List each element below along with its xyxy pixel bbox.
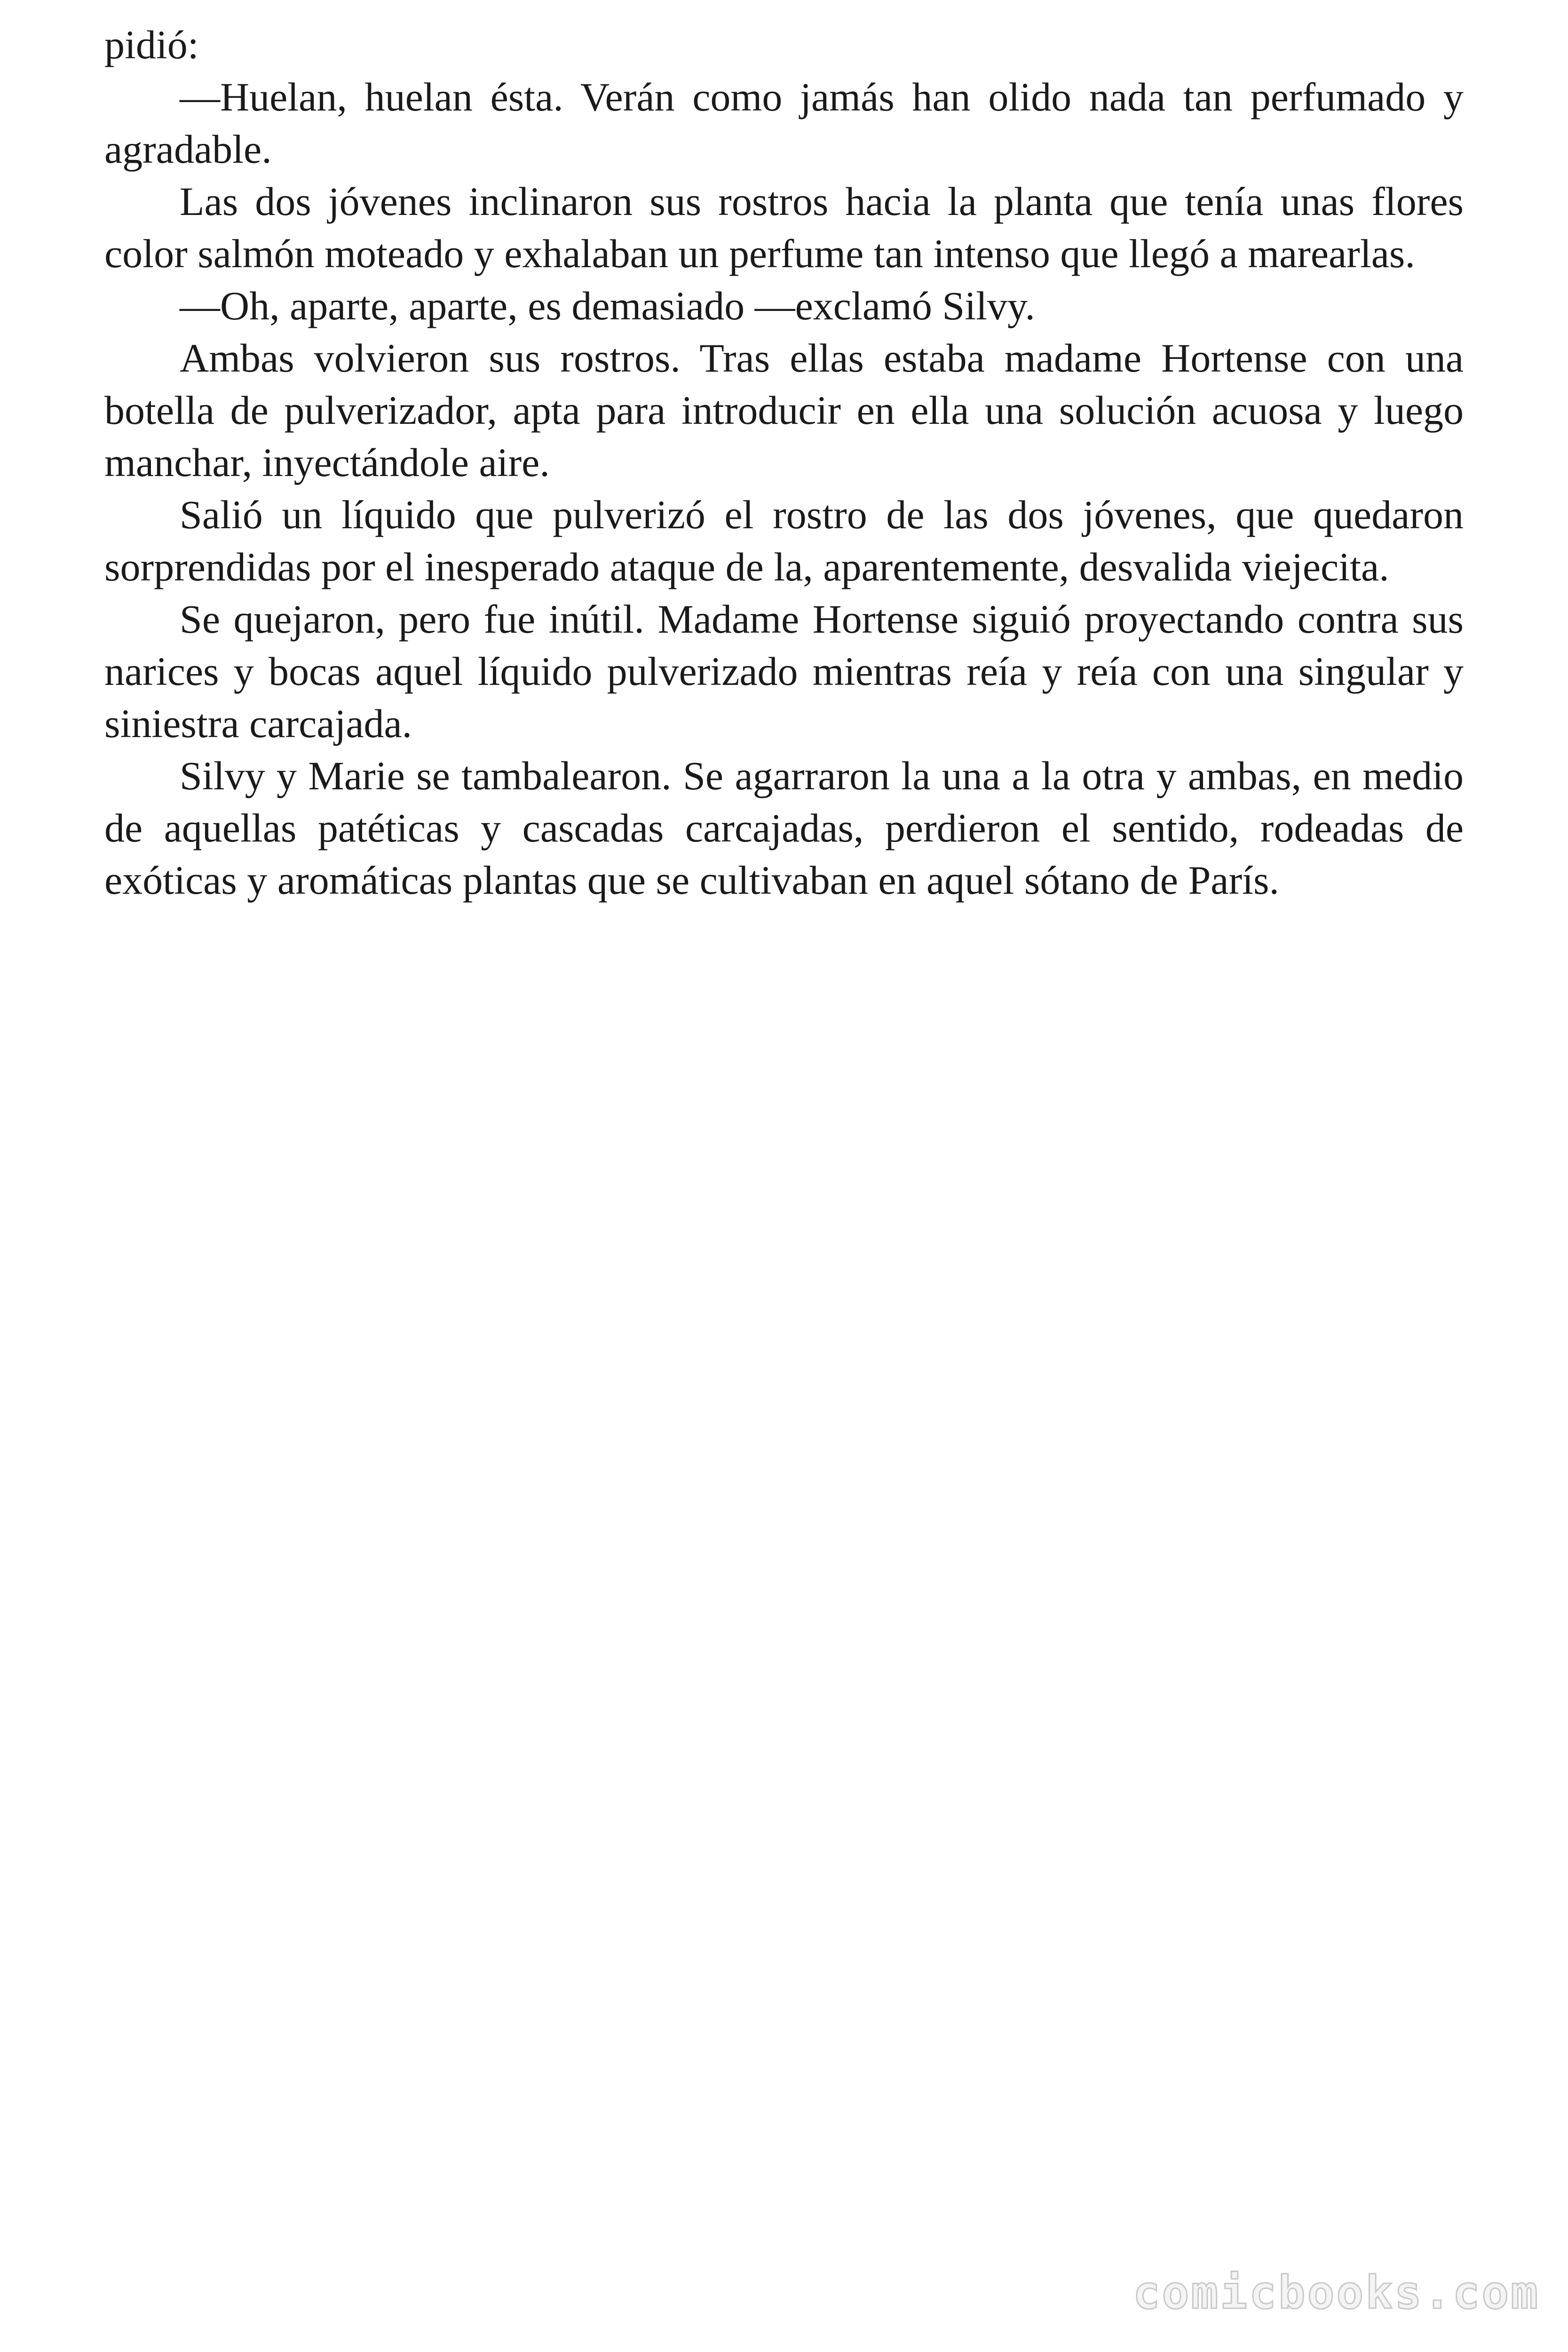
paragraph-5: Ambas volvieron sus rostros. Tras ellas estaba madame Hortense con una botella de pulverizador, apta para introducir en ella una solución acuosa y luego manchar, inyectándole aire.	[104, 335, 1464, 485]
paragraph-1: pidió:	[104, 22, 199, 67]
paragraph-6: Salió un líquido que pulverizó el rostro de las dos jóvenes, que quedaron sorprendidas por el inesperado ataque de la, aparentemente, desvalida viejecita.	[104, 492, 1464, 589]
paragraph-2: —Huelan, huelan ésta. Verán como jamás han olido nada tan perfumado y agradable.	[104, 74, 1464, 172]
paragraph-4: —Oh, aparte, aparte, es demasiado —exclamó Silvy.	[180, 283, 1035, 328]
paragraph-7: Se quejaron, pero fue inútil. Madame Hortense siguió proyectando contra sus narices y bocas aquel líquido pulverizado mientras reía y reía con una singular y siniestra carcajada.	[104, 596, 1464, 746]
paragraph-8: Silvy y Marie se tambalearon. Se agarraron la una a la otra y ambas, en medio de aquellas patéticas y cascadas carcajadas, perdieron el sentido, rodeadas de exóticas y aromáticas plantas que se cultivaban en aquel sótano de París.	[104, 753, 1464, 903]
watermark: comicbooks.com	[1132, 2266, 1540, 2319]
paragraph-3: Las dos jóvenes inclinaron sus rostros hacia la planta que tenía unas flores color salmón moteado y exhalaban un perfume tan intenso que llegó a marearlas.	[104, 179, 1464, 276]
body-text	[104, 19, 1464, 906]
